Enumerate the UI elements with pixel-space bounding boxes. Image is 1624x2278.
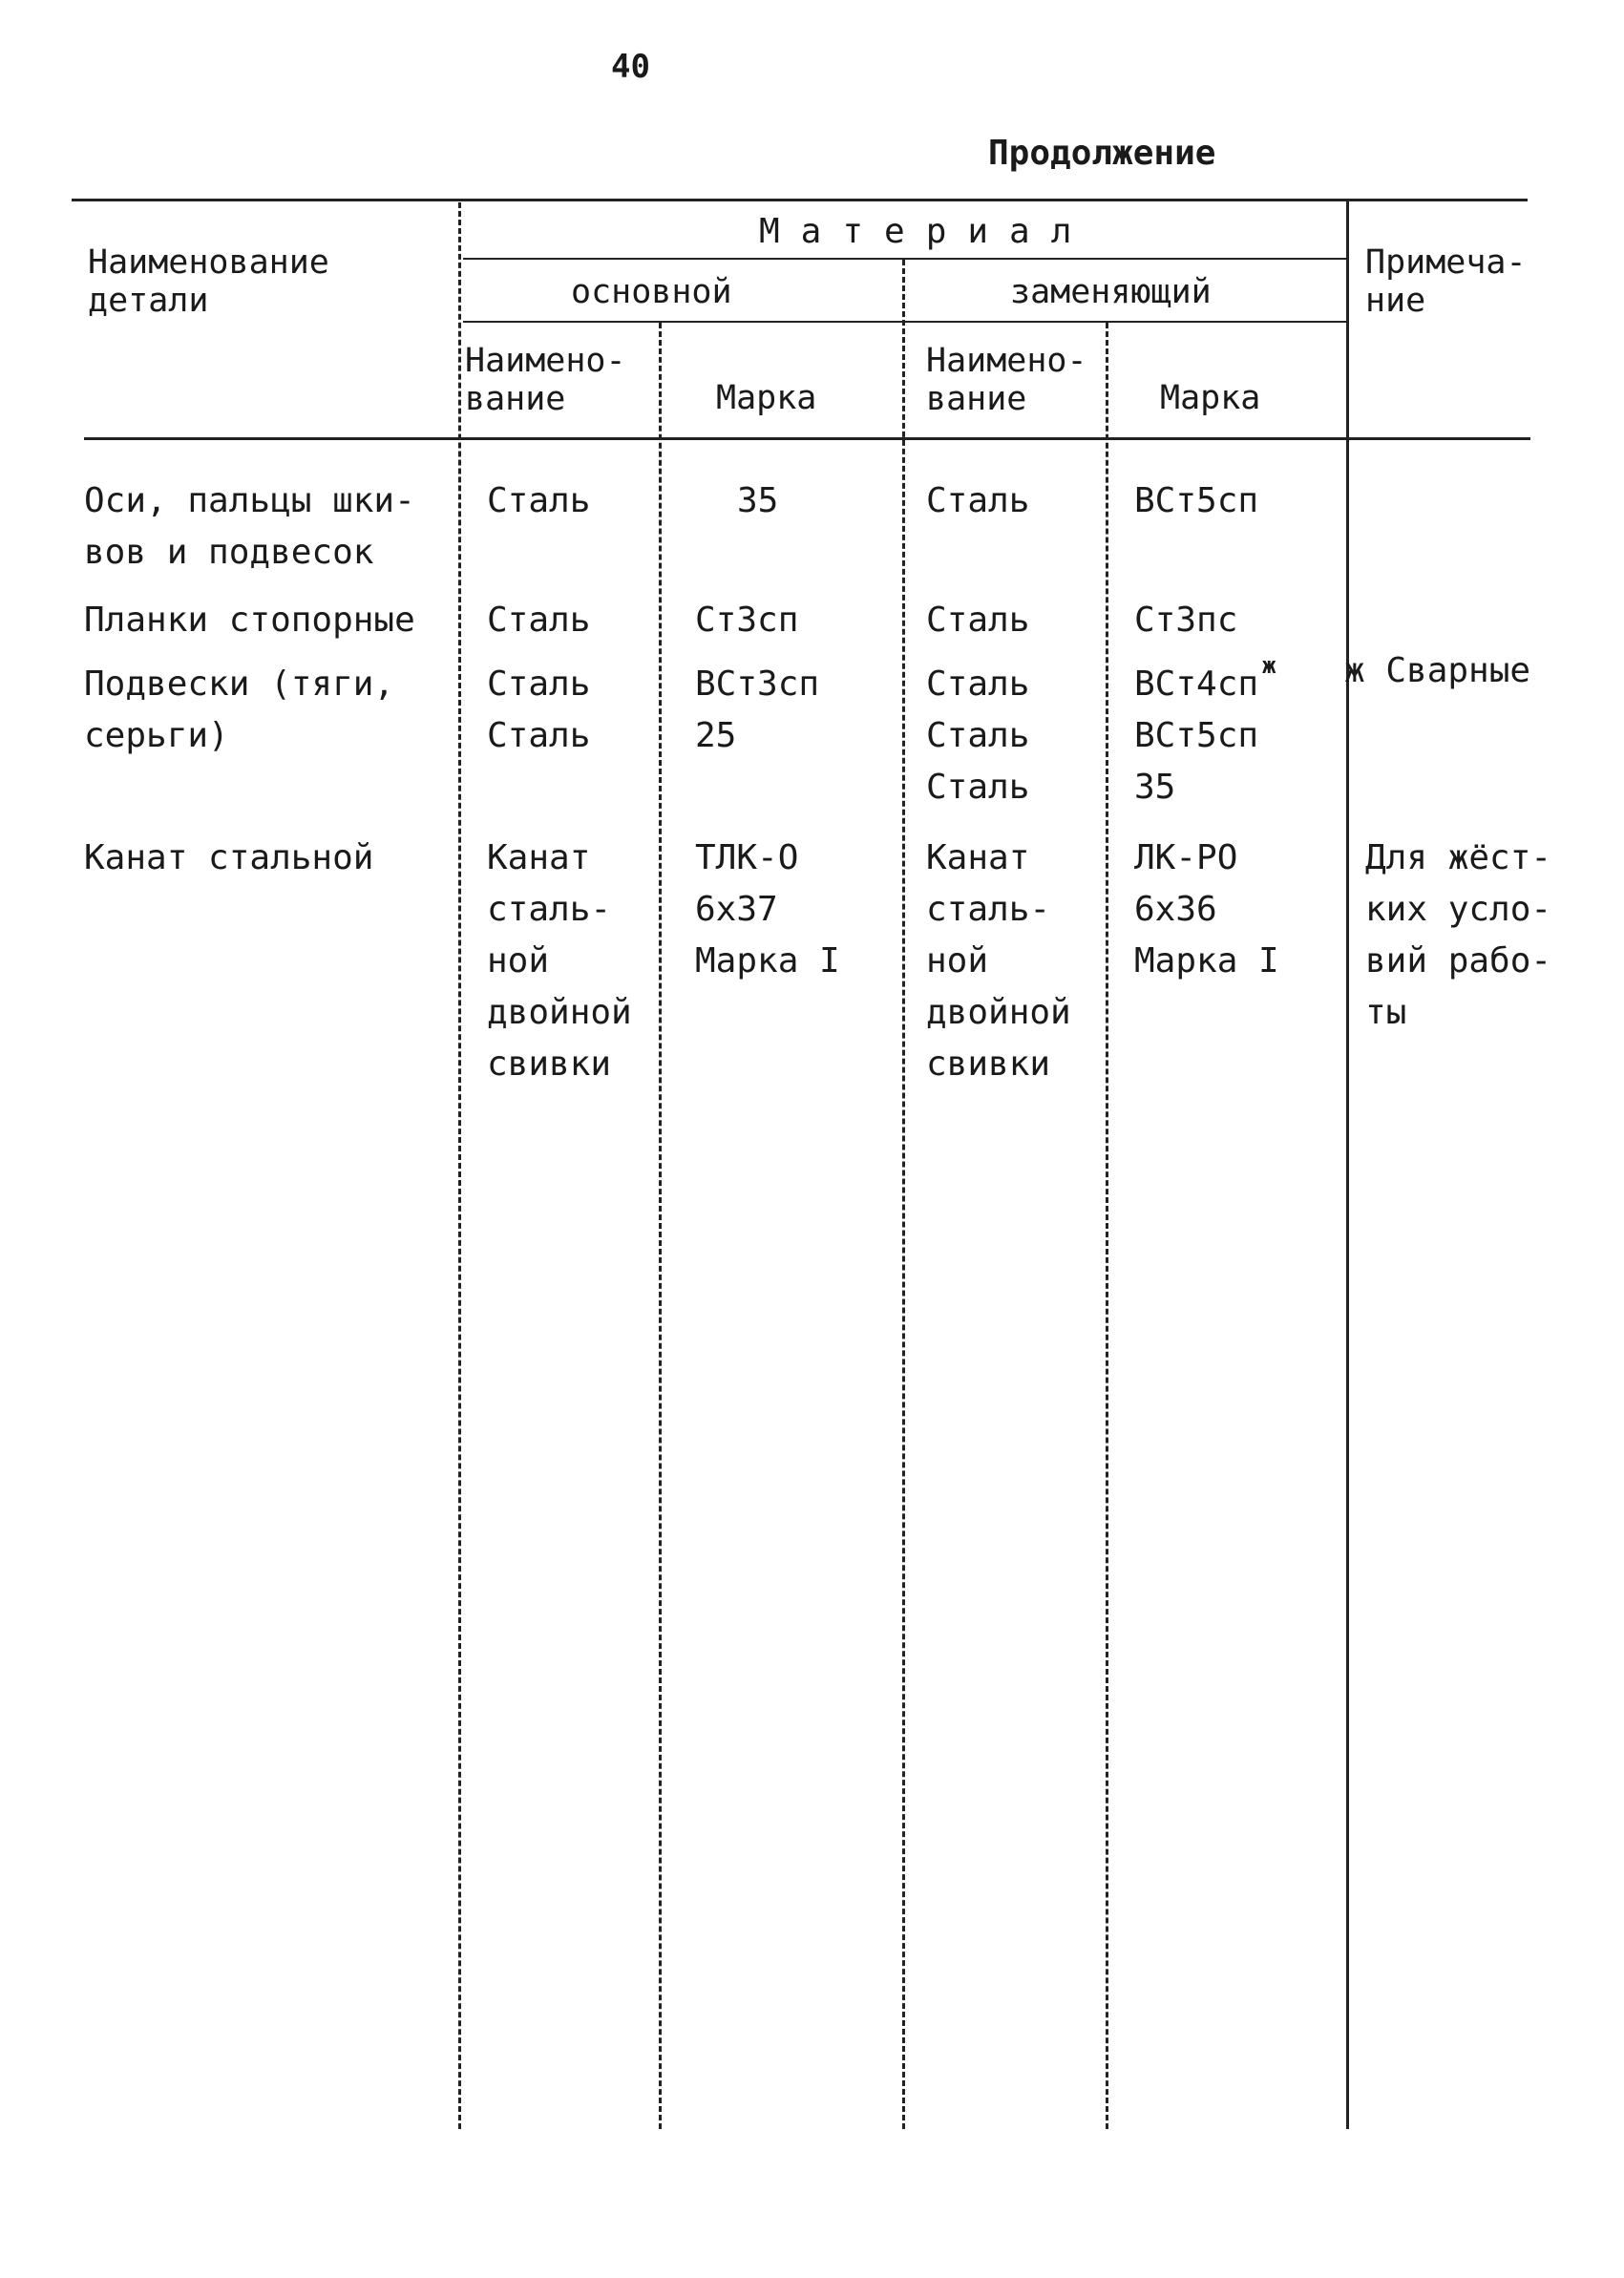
header-grade-main: Марка (716, 379, 817, 417)
column-divider-2 (659, 323, 662, 2129)
header-name-sub: Наимено- вание (926, 342, 1087, 418)
row-2-main-name: Сталь (487, 601, 591, 640)
row-2-part: Планки стопорные (84, 601, 415, 640)
row-3-note: ж Сварные (1344, 651, 1531, 690)
header-main: основной (571, 273, 732, 311)
row-1-main-name: Сталь (487, 481, 591, 520)
row-2-sub-name: Сталь (926, 601, 1030, 640)
header-part-name: Наименование детали (88, 243, 329, 320)
row-2-main-grade: Ст3сп (695, 601, 799, 640)
column-divider-1 (458, 202, 461, 2129)
table-top-border (72, 199, 1528, 201)
row-3-sub-name: Сталь Сталь Сталь (926, 664, 1030, 807)
row-4-note: Для жёст- ких усло- вий рабо- ты (1365, 838, 1552, 1032)
row-1-sub-grade: ВСт5сп (1134, 481, 1259, 520)
row-3-main-grade: ВСт3сп 25 (695, 664, 820, 755)
column-divider-3 (902, 260, 905, 2129)
row-3-part: Подвески (тяги, серьги) (84, 664, 395, 755)
row-4-sub-name: Канат сталь- ной двойной свивки (926, 838, 1071, 1084)
row-1-main-grade: 35 (737, 481, 779, 520)
row-3-sub-grade: ВСт4сп ВСт5сп 35 (1134, 664, 1259, 807)
row-2-sub-grade: Ст3пс (1134, 601, 1238, 640)
row-3-main-name: Сталь Сталь (487, 664, 591, 755)
header-note: Примеча- ние (1365, 243, 1527, 320)
row-4-sub-grade: ЛК-РО 6х36 Марка I (1134, 838, 1279, 981)
header-name-main: Наимено- вание (465, 342, 626, 418)
header-material: Материал (759, 212, 1093, 251)
column-divider-4 (1106, 323, 1108, 2129)
page-number: 40 (611, 48, 650, 86)
row-3-footnote-mark: ж (1262, 652, 1276, 679)
header-bottom-border (84, 437, 1530, 440)
header-substitute: заменяющий (1010, 273, 1212, 311)
row-1-sub-name: Сталь (926, 481, 1030, 520)
header-grade-sub: Марка (1160, 379, 1261, 417)
column-divider-5 (1346, 199, 1349, 2129)
row-4-main-grade: ТЛК-О 6х37 Марка I (695, 838, 840, 981)
continuation-label: Продолжение (988, 134, 1216, 173)
row-1-part: Оси, пальцы шки- вов и подвесок (84, 481, 415, 572)
row-4-main-name: Канат сталь- ной двойной свивки (487, 838, 632, 1084)
row-4-part: Канат стальной (84, 838, 374, 877)
